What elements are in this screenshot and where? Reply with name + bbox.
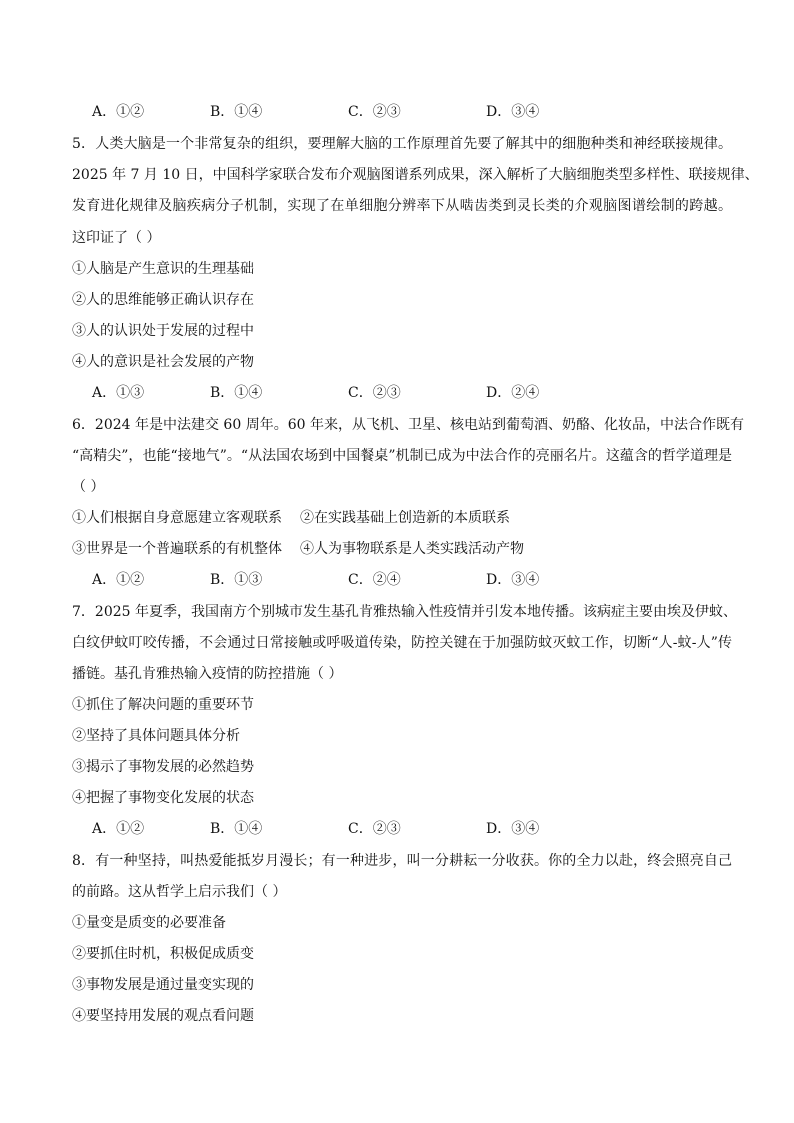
q5-stem-line-4: 这印证了（ ） (72, 230, 161, 246)
q6-stem-line-3: （ ） (72, 479, 105, 495)
q7-option-d[interactable]: D．③④ (486, 821, 540, 837)
q6-option-b[interactable]: B．①③ (210, 572, 263, 588)
q6-option-c[interactable]: C．②④ (348, 572, 401, 588)
q7-statement-2: ②坚持了具体问题具体分析 (72, 728, 240, 744)
q5-statement-4: ④人的意识是社会发展的产物 (72, 354, 254, 370)
q8-statement-1: ①量变是质变的必要准备 (72, 915, 226, 931)
q5-statement-3: ③人的认识处于发展的过程中 (72, 323, 254, 339)
q5-stem-line-3: 发育进化规律及脑疾病分子机制，实现了在单细胞分辨率下从啮齿类到灵长类的介观脑图谱绘制的跨越。 (72, 198, 732, 214)
q6-option-a[interactable]: A．①② (92, 572, 145, 588)
q4-option-d[interactable]: D．③④ (486, 104, 540, 120)
q7-option-b[interactable]: B．①④ (210, 821, 263, 837)
q7-stem-line-1: 7．2025 年夏季，我国南方个别城市发生基孔肯雅热输入性疫情并引发本地传播。该病症主要由埃及伊蚊、 (72, 604, 737, 620)
q4-option-b[interactable]: B．①④ (210, 104, 263, 120)
q6-option-d[interactable]: D．③④ (486, 572, 540, 588)
q4-options (92, 102, 732, 122)
q7-stem-line-3: 播链。基孔肯雅热输入疫情的防控措施（ ） (72, 666, 343, 682)
q8-statement-3: ③事物发展是通过量变实现的 (72, 977, 254, 993)
q6-stem-line-1: 6．2024 年是中法建交 60 周年。60 年来，从飞机、卫星、核电站到葡萄酒、奶酪、化妆品，中法合作既有 (72, 417, 744, 433)
q7-statement-4: ④把握了事物变化发展的状态 (72, 790, 254, 806)
q7-option-c[interactable]: C．②③ (348, 821, 401, 837)
q5-stem-line-2: 2025 年 7 月 10 日，中国科学家联合发布介观脑图谱系列成果，深入解析了大脑细胞类型多样性、联接规律、 (72, 167, 759, 183)
q6-statement-4: ④人为事物联系是人类实践活动产物 (300, 541, 524, 557)
q5-options (92, 383, 732, 403)
q8-statement-4: ④要坚持用发展的观点看问题 (72, 1008, 254, 1024)
q6-stem-line-2: “高精尖”，也能“接地气”。“从法国农场到中国餐桌”机制已成为中法合作的亮丽名片。这蕴含的哲学道理是 (72, 448, 732, 464)
q5-stem-line-1: 5．人类大脑是一个非常复杂的组织，要理解大脑的工作原理首先要了解其中的细胞种类和神经联接规律。 (72, 136, 732, 152)
q6-statement-3: ③世界是一个普遍联系的有机整体 (72, 541, 282, 557)
q4-option-a[interactable]: A．①② (92, 104, 145, 120)
q6-options (92, 570, 732, 590)
q5-statement-2: ②人的思维能够正确认识存在 (72, 292, 254, 308)
q5-option-b[interactable]: B．①④ (210, 385, 263, 401)
q5-option-c[interactable]: C．②③ (348, 385, 401, 401)
q6-statement-1: ①人们根据自身意愿建立客观联系 (72, 510, 282, 526)
q4-option-c[interactable]: C．②③ (348, 104, 401, 120)
q5-statement-1: ①人脑是产生意识的生理基础 (72, 261, 254, 277)
q5-option-d[interactable]: D．②④ (486, 385, 540, 401)
q7-option-a[interactable]: A．①② (92, 821, 145, 837)
q7-stem-line-2: 白纹伊蚊叮咬传播，不会通过日常接触或呼吸道传染，防控关键在于加强防蚊灭蚊工作，切断“人-蚊-人”传 (72, 635, 732, 651)
q8-stem-line-2: 的前路。这从哲学上启示我们（ ） (72, 884, 287, 900)
q7-statement-1: ①抓住了解决问题的重要环节 (72, 697, 254, 713)
q5-option-a[interactable]: A．①③ (92, 385, 145, 401)
q8-statement-2: ②要抓住时机，积极促成质变 (72, 946, 254, 962)
q8-stem-line-1: 8．有一种坚持，叫热爱能抵岁月漫长；有一种进步，叫一分耕耘一分收获。你的全力以赴，终会照亮自己 (72, 853, 732, 869)
q7-statement-3: ③揭示了事物发展的必然趋势 (72, 759, 254, 775)
q6-statement-2: ②在实践基础上创造新的本质联系 (300, 510, 510, 526)
q7-options (92, 819, 732, 839)
